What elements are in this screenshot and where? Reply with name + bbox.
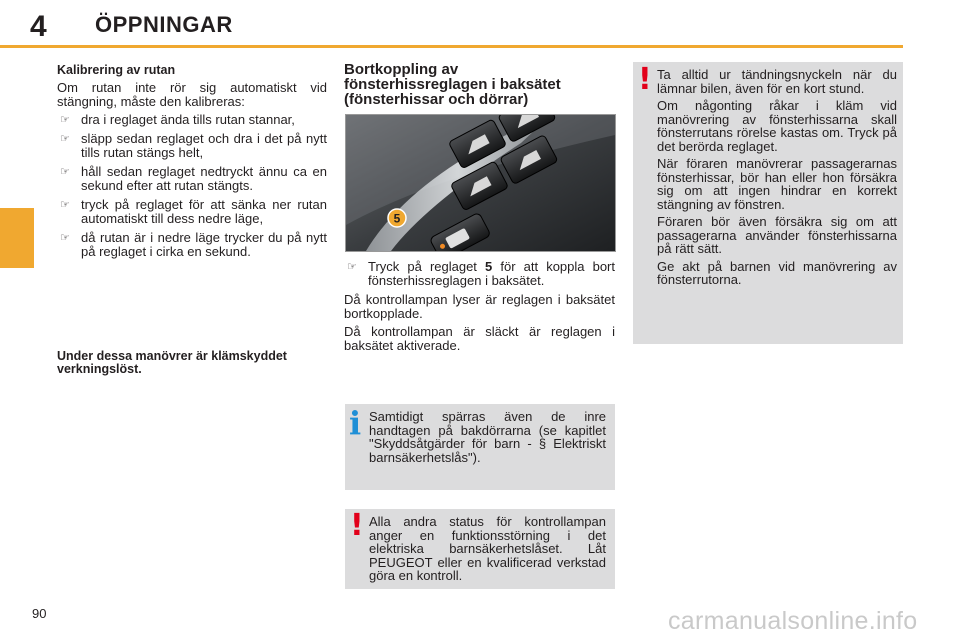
info-box-text bbox=[369, 410, 606, 468]
lamp-off-text: Då kontrollampan är släckt är reglagen i baksätet aktiverade. bbox=[344, 324, 615, 353]
info-paragraph: Samtidigt spärras även de inre handtagen på bakdörrarna (se kapitlet "Skyddsåtgärder för barn - § Elektriskt barnsäkerhetslås"). bbox=[369, 409, 606, 465]
pointing-hand-icon: ☞ bbox=[347, 261, 357, 273]
list-item-text: då rutan är i nedre läge trycker du på nytt på reglaget i cirka en sekund. bbox=[81, 230, 327, 259]
calibration-intro: Om rutan inte rör sig automatiskt vid stängning, måste den kalibreras: bbox=[57, 80, 327, 109]
page-title: ÖPPNINGAR bbox=[95, 12, 233, 37]
list-item-text: tryck på reglaget för att sänka ner rutan automatiskt till dess nedre läge, bbox=[81, 197, 327, 226]
warning-paragraph: När föraren manövrerar passagerarnas fönsterhissar, bör han eller hon försäkra sig om att ingen hindrar en korrekt stängning av fönstren. bbox=[657, 156, 897, 212]
pointing-hand-icon: ☞ bbox=[60, 114, 70, 126]
pointing-hand-icon: ☞ bbox=[60, 199, 70, 211]
warning-paragraph: Alla andra status för kontrollampan anger en funktionsstörning i det elektriska barnsäkerhetslåset. Låt PEUGEOT eller en kvalificerad verkstad göra en kontroll. bbox=[369, 514, 606, 583]
section-title bbox=[344, 62, 614, 107]
instruction-text: för att koppla bort fönsterhissreglagen i baksätet. bbox=[368, 259, 615, 288]
page-number: 90 bbox=[32, 606, 47, 621]
calibration-steps bbox=[57, 113, 327, 259]
warning-paragraph: Om någonting råkar i kläm vid manövrering av fönsterhissarna skall fönsterrutans rörelse kastas om. Tryck på det berörda reglaget. bbox=[657, 98, 897, 154]
info-icon: i bbox=[349, 404, 362, 442]
section-title-line: Bortkoppling av bbox=[344, 61, 459, 78]
list-item-text: håll sedan reglaget nedtryckt ännu ca en sekund efter att rutan stängts. bbox=[81, 164, 327, 193]
pointing-hand-icon: ☞ bbox=[60, 232, 70, 244]
header-divider bbox=[0, 45, 903, 48]
warning-box-middle-text bbox=[369, 515, 606, 587]
calibration-heading: Kalibrering av rutan bbox=[57, 63, 176, 77]
lamp-on-text: Då kontrollampan lyser är reglagen i baksätet bortkopplade. bbox=[344, 292, 615, 321]
door-switch-panel-photo bbox=[345, 114, 616, 252]
list-item bbox=[57, 132, 327, 160]
list-item bbox=[57, 113, 327, 127]
list-item-text: dra i reglaget ända tills rutan stannar, bbox=[81, 112, 295, 127]
list-item-text: släpp sedan reglaget och dra i det på nytt tills rutan stängs helt, bbox=[81, 131, 327, 160]
anti-pinch-note-text: Under dessa manövrer är klämskyddet verkningslöst. bbox=[57, 349, 287, 376]
calibration-section bbox=[57, 63, 327, 264]
chapter-tab-marker bbox=[0, 208, 34, 268]
warning-paragraph: Föraren bör även försäkra sig om att passagerarna använder fönsterhissarna på rätt sätt. bbox=[657, 214, 897, 256]
pointing-hand-icon: ☞ bbox=[60, 133, 70, 145]
disable-instructions bbox=[344, 260, 615, 357]
anti-pinch-note bbox=[57, 350, 327, 380]
list-item bbox=[57, 198, 327, 226]
instruction-text: Tryck på reglaget bbox=[368, 259, 477, 274]
list-item bbox=[57, 231, 327, 259]
chapter-number: 4 bbox=[30, 10, 47, 43]
section-title-line: (fönsterhissar och dörrar) bbox=[344, 91, 529, 108]
door-switch-panel-illustration bbox=[346, 115, 615, 251]
warning-paragraph: Ge akt på barnen vid manövrering av fönsterrutorna. bbox=[657, 258, 897, 287]
callout-number: 5 bbox=[393, 211, 401, 226]
warning-icon: ! bbox=[638, 62, 652, 97]
watermark: carmanualsonline.info bbox=[668, 607, 918, 635]
list-item bbox=[344, 260, 615, 288]
list-item bbox=[57, 165, 327, 193]
warning-icon: ! bbox=[350, 508, 364, 543]
warning-paragraph: Ta alltid ur tändningsnyckeln när du lämnar bilen, även för en kort stund. bbox=[657, 67, 897, 96]
section-title-line: fönsterhissreglagen i baksätet bbox=[344, 76, 561, 93]
warning-box-right-text bbox=[657, 68, 897, 291]
pointing-hand-icon: ☞ bbox=[60, 166, 70, 178]
instruction-control-number: 5 bbox=[485, 259, 493, 274]
